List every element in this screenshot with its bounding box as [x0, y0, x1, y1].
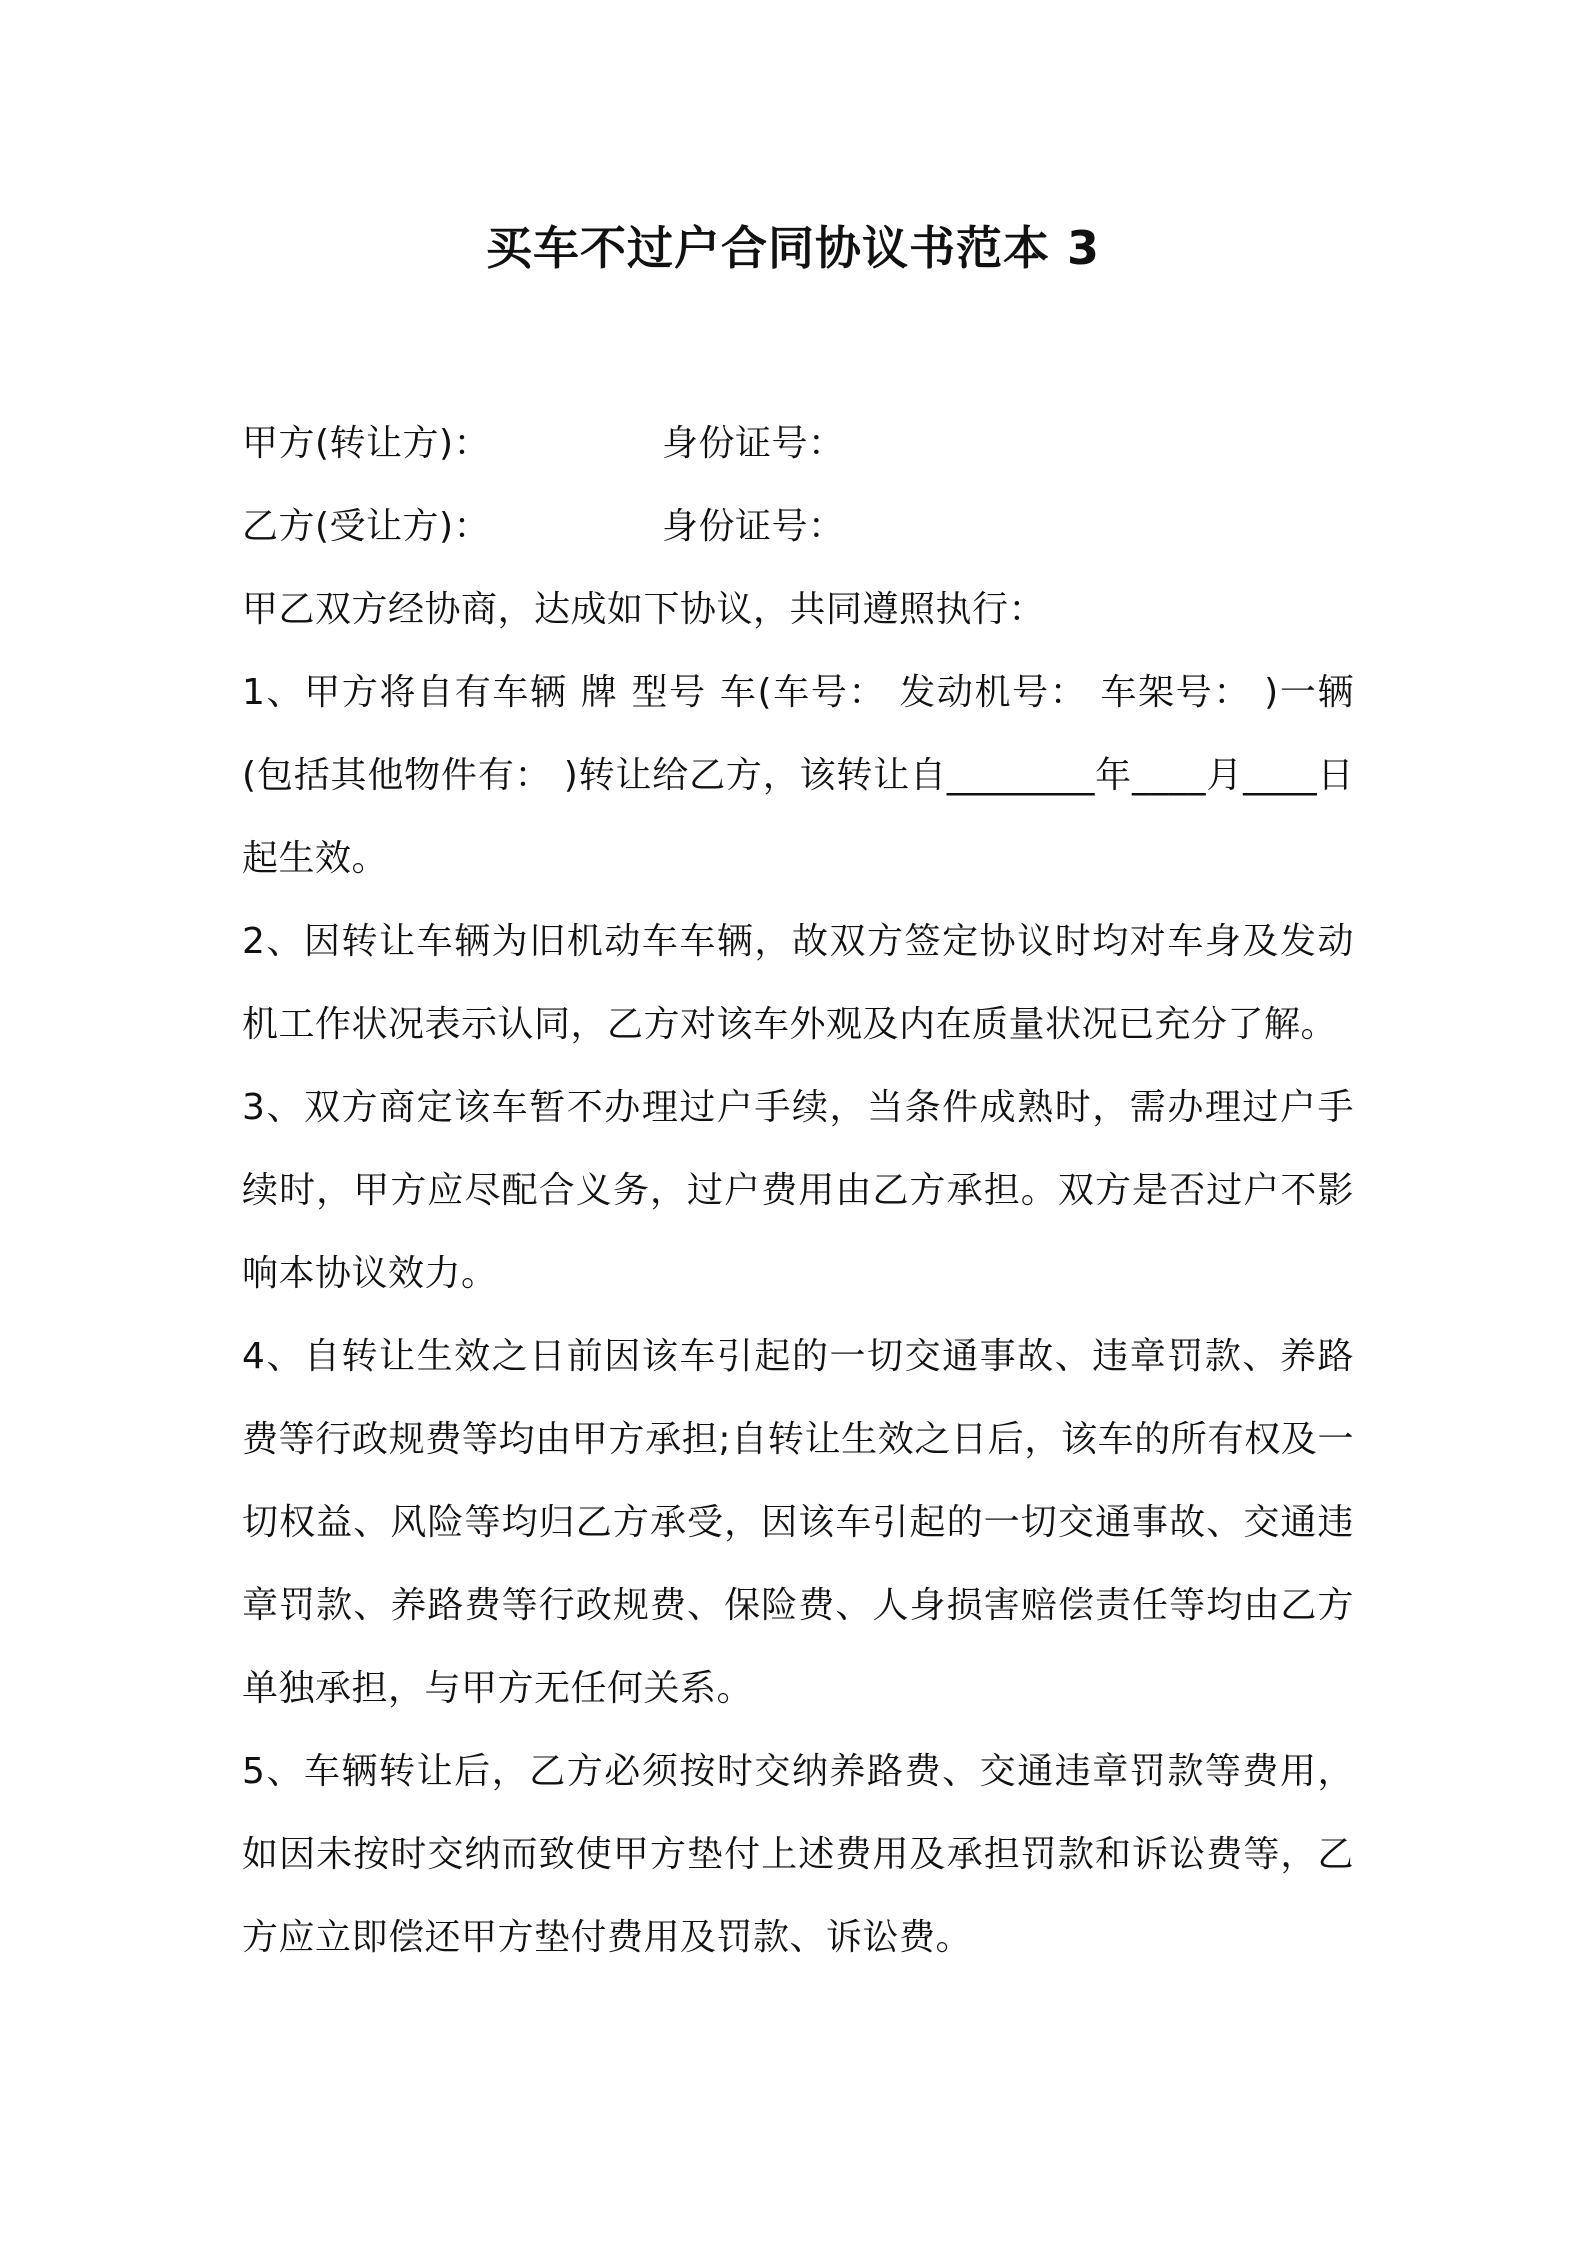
party-a-id-label: 身份证号： [662, 423, 845, 464]
party-a-line [242, 402, 1354, 485]
party-b-id-label: 身份证号： [662, 506, 845, 547]
clause-1-paragraph: 1、甲方将自有车辆 牌 型号 车(车号： 发动机号： 车架号： )一辆(包括其他物件有： )转让给乙方，该转让自________年____月____日起生效。 [242, 672, 1354, 879]
party-b-line [242, 485, 1354, 568]
clause-4-paragraph: 4、自转让生效之日前因该车引起的一切交通事故、违章罚款、养路费等行政规费等均由甲方承担;自转让生效之日后，该车的所有权及一切权益、风险等均归乙方承受，因该车引起的一切交通事故、交通违章罚款、养路费等行政规费、保险费、人身损害赔偿责任等均由乙方单独承担，与甲方无任何关系。 [242, 1336, 1354, 1709]
document-title: 买车不过户合同协议书范本 3 [485, 221, 1101, 275]
clause-5-paragraph: 5、车辆转让后，乙方必须按时交纳养路费、交通违章罚款等费用，如因未按时交纳而致使甲方垫付上述费用及承担罚款和诉讼费等，乙方应立即偿还甲方垫付费用及罚款、诉讼费。 [242, 1751, 1354, 1958]
clause-3-paragraph: 3、双方商定该车暂不办理过户手续，当条件成熟时，需办理过户手续时，甲方应尽配合义务，过户费用由乙方承担。双方是否过户不影响本协议效力。 [242, 1087, 1354, 1294]
clause-2-paragraph: 2、因转让车辆为旧机动车车辆，故双方签定协议时均对车身及发动机工作状况表示认同，乙方对该车外观及内在质量状况已充分了解。 [242, 921, 1354, 1045]
party-a-label: 甲方(转让方)： [242, 423, 491, 464]
party-b-label: 乙方(受让方)： [242, 506, 491, 547]
intro-paragraph: 甲乙双方经协商，达成如下协议，共同遵照执行： [242, 589, 1046, 630]
document-body [242, 402, 1354, 1979]
